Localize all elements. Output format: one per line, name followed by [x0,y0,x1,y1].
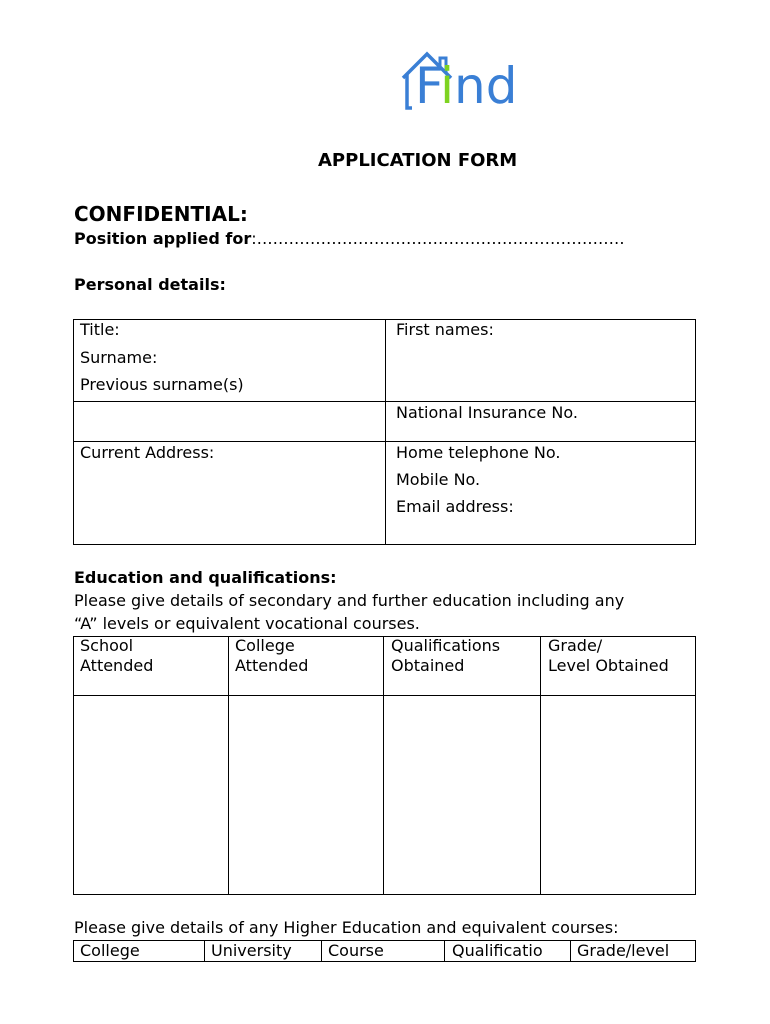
qualifications-obtained-cell[interactable] [384,696,540,894]
education-intro: “A” levels or equivalent vocational courses. [74,614,420,633]
table-divider [321,940,322,962]
table-divider [73,401,696,402]
current-address-field[interactable]: Current Address: [80,443,215,462]
confidential-heading: CONFIDENTIAL: [74,202,248,226]
column-header-college: College [80,941,140,960]
column-header-grade: Grade/ Level Obtained [548,636,669,675]
home-telephone-field[interactable]: Home telephone No. [396,443,561,462]
previous-surname-field[interactable]: Previous surname(s) [80,375,244,394]
column-header-grade-level: Grade/level [577,941,670,960]
column-header-course: Course [328,941,384,960]
table-divider [204,940,205,962]
column-header-qualification: Qualificatio [452,941,543,960]
surname-field[interactable]: Surname: [80,348,158,367]
position-label: Position applied for [74,229,252,248]
table-divider [385,319,386,545]
logo-letters-nd: nd [454,57,518,115]
find-logo [400,50,530,114]
logo-letter-f: F [415,57,441,115]
college-attended-cell[interactable] [229,696,383,894]
position-dots[interactable]: :…………………………………………………………… [251,229,625,248]
column-header-college: College Attended [235,636,309,675]
column-header-school: School Attended [80,636,154,675]
table-divider [570,940,571,962]
title-field[interactable]: Title: [80,320,120,339]
logo-wordmark [415,58,517,114]
column-header-university: University [211,941,292,960]
column-header-qualifications: Qualifications Obtained [391,636,501,675]
logo-letter-i: i [440,57,455,115]
education-intro: Please give details of secondary and further education including any [74,591,625,610]
personal-details-heading: Personal details: [74,275,226,294]
ni-number-field[interactable]: National Insurance No. [396,403,578,422]
school-attended-cell[interactable] [74,696,228,894]
education-heading: Education and qualifications: [74,568,337,587]
table-divider [73,441,696,442]
first-names-field[interactable]: First names: [396,320,494,339]
higher-education-intro: Please give details of any Higher Education and equivalent courses: [74,918,619,937]
table-divider [444,940,445,962]
grade-obtained-cell[interactable] [541,696,695,894]
form-title: APPLICATION FORM [318,150,518,171]
email-field[interactable]: Email address: [396,497,514,516]
mobile-field[interactable]: Mobile No. [396,470,481,489]
position-applied-for [74,229,625,248]
